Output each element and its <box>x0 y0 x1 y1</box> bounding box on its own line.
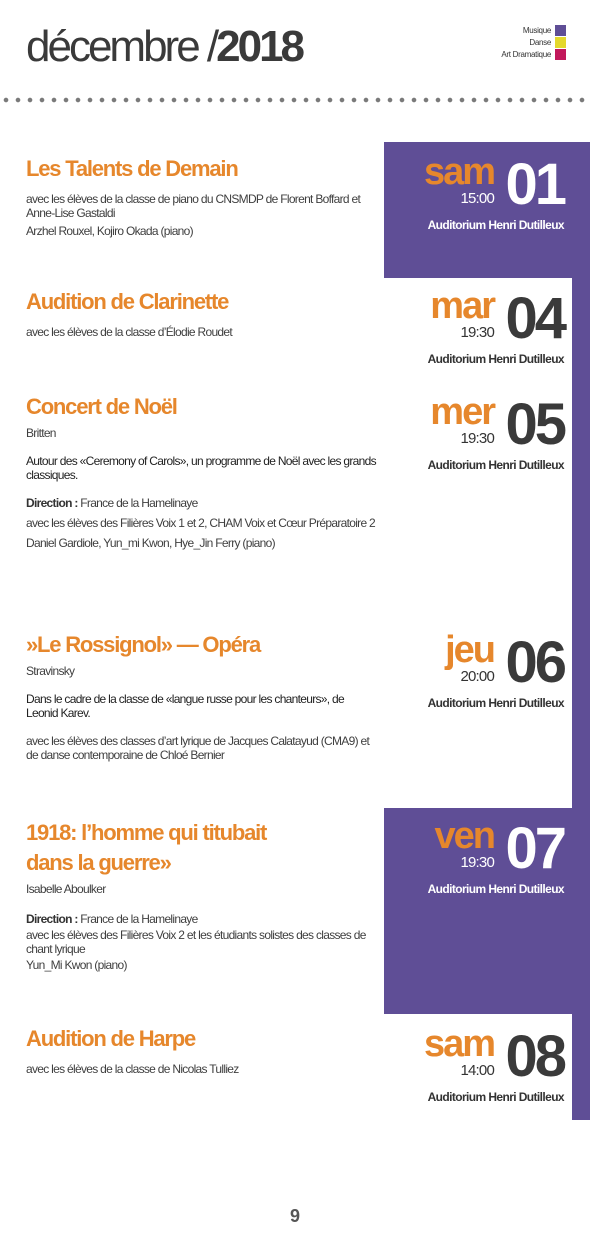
event-description: Autour des «Ceremony of Carols», un programme de Noël avec les grands classiques. <box>26 454 376 482</box>
event-title: Audition de Clarinette <box>26 289 229 314</box>
event-date-01 <box>384 152 564 232</box>
event-title: Les Talents de Demain <box>26 156 238 181</box>
event-time: 20:00 <box>460 668 494 685</box>
page-number: 9 <box>289 1206 300 1226</box>
title-year: 2018 <box>216 22 303 71</box>
weekday: mer <box>430 391 494 433</box>
direction-name: France de la Hamelinaye <box>80 496 198 510</box>
event-performers: avec les élèves de la classe de Nicolas Tulliez <box>26 1062 239 1076</box>
day-number: 01 <box>505 152 564 217</box>
event-performers: avec les élèves de la classe d’Élodie Roudet <box>26 325 233 339</box>
event-musicians: Arzhel Rouxel, Kojiro Okada (piano) <box>26 224 193 238</box>
direction-label: Direction : <box>26 912 78 926</box>
legend-item-art-dramatique <box>501 48 566 60</box>
event-audition-clarinette <box>26 287 378 339</box>
title-separator: / <box>206 22 217 71</box>
event-description: Dans le cadre de la classe de «langue russe pour les chanteurs», de Leonid Karev. <box>26 692 344 720</box>
weekday: mar <box>430 285 494 327</box>
event-1918-homme-qui-titubait <box>26 818 378 972</box>
event-time: 14:00 <box>460 1062 494 1079</box>
weekday: sam <box>423 151 494 193</box>
direction-label: Direction : <box>26 496 78 510</box>
event-direction <box>26 912 378 926</box>
event-title: »Le Rossignol» — Opéra <box>26 632 261 657</box>
event-performers: avec les élèves des Filières Voix 2 et les étudiants solistes des classes de chant lyrique <box>26 928 366 956</box>
event-le-rossignol <box>26 630 378 762</box>
day-number: 04 <box>505 286 564 351</box>
event-musicians: Daniel Gardiole, Yun_mi Kwon, Hye_Jin Ferry (piano) <box>26 536 275 550</box>
event-direction <box>26 496 378 510</box>
legend-swatch <box>555 49 566 60</box>
venue: Auditorium Henri Dutilleux <box>427 352 564 366</box>
event-date-06 <box>384 630 564 710</box>
event-date-08 <box>384 1024 564 1104</box>
event-composer: Stravinsky <box>26 664 75 678</box>
event-musicians: Yun_Mi Kwon (piano) <box>26 958 127 972</box>
legend-label: Musique <box>522 25 551 35</box>
event-time: 19:30 <box>460 324 494 341</box>
venue: Auditorium Henri Dutilleux <box>427 458 564 472</box>
event-date-07 <box>384 816 564 896</box>
weekday: ven <box>434 815 494 857</box>
event-composer: Britten <box>26 426 56 440</box>
event-performers: avec les élèves des Filières Voix 1 et 2, CHAM Voix et Cœur Préparatoire 2 <box>26 516 376 530</box>
event-time: 15:00 <box>460 190 494 207</box>
legend-swatch <box>555 25 566 36</box>
event-title-line-1: 1918: l’homme qui titubait <box>26 820 267 845</box>
legend-label: Danse <box>529 37 551 47</box>
title-month: décembre <box>26 22 198 71</box>
event-title: Audition de Harpe <box>26 1026 196 1051</box>
event-performers: avec les élèves de la classe de piano du CNSMDP de Florent Boffard et Anne-Lise Gastaldi <box>26 192 361 220</box>
event-performers: avec les élèves des classes d’art lyrique de Jacques Calatayud (CMA9) et de danse contemporaine de Chloé Bernier <box>26 734 370 762</box>
day-number: 05 <box>505 392 564 457</box>
venue: Auditorium Henri Dutilleux <box>427 882 564 896</box>
event-date-05 <box>384 392 564 472</box>
page-title <box>26 22 302 72</box>
venue: Auditorium Henri Dutilleux <box>427 1090 564 1104</box>
event-audition-harpe <box>26 1024 378 1076</box>
weekday: jeu <box>445 629 494 671</box>
direction-name: France de la Hamelinaye <box>80 912 198 926</box>
legend-swatch <box>555 37 566 48</box>
event-title-line-2: dans la guerre» <box>26 850 171 875</box>
event-title: Concert de Noël <box>26 394 177 419</box>
legend-label: Art Dramatique <box>501 49 551 59</box>
day-number: 06 <box>505 630 564 695</box>
day-number: 08 <box>505 1024 564 1089</box>
legend-item-musique <box>501 24 566 36</box>
legend-item-danse <box>501 36 566 48</box>
event-date-04 <box>384 286 564 366</box>
day-number: 07 <box>505 816 564 881</box>
dotted-divider <box>0 96 590 104</box>
venue: Auditorium Henri Dutilleux <box>427 696 564 710</box>
event-time: 19:30 <box>460 854 494 871</box>
event-concert-de-noel <box>26 392 378 550</box>
category-legend <box>501 24 566 60</box>
venue: Auditorium Henri Dutilleux <box>427 218 564 232</box>
weekday: sam <box>423 1023 494 1065</box>
event-composer: Isabelle Aboulker <box>26 882 106 896</box>
event-time: 19:30 <box>460 430 494 447</box>
event-talents-de-demain <box>26 154 378 238</box>
